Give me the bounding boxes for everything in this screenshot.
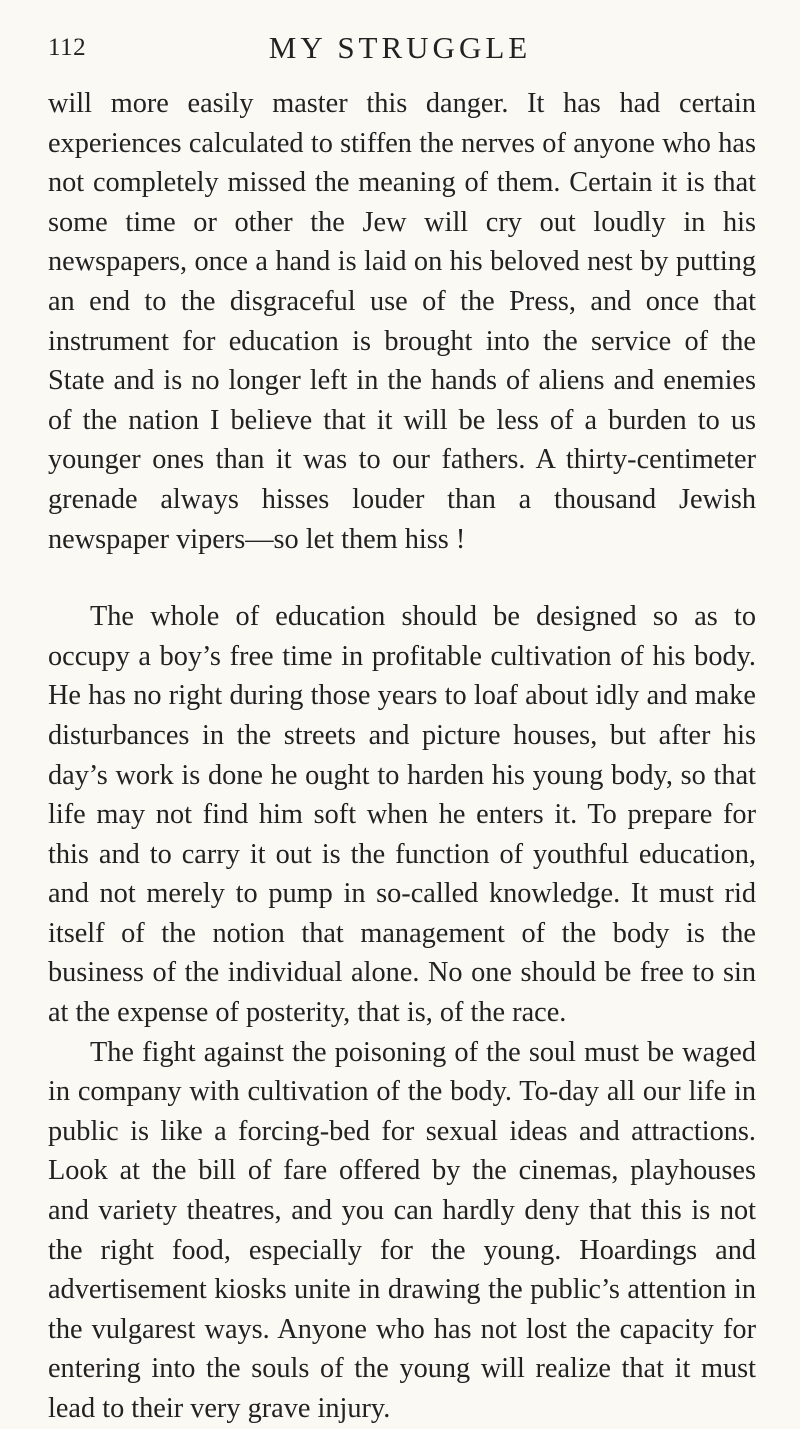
page-header bbox=[48, 28, 752, 68]
paragraph-1: will more easily master this danger. It has had certain experiences calculated to stiffen the nerves of anyone who has not completely missed the meaning of them. Certain it is that some time or other the Jew will cry out loudly in his newspapers, once a hand is laid on his beloved nest by putting an end to the disgraceful use of the Press, and once that instrument for education is brought into the service of the State and is no longer left in the hands of aliens and enemies of the nation I believe that it will be less of a burden to us younger ones than it was to our fathers. A thirty-centimeter grenade always hisses louder than a thousand Jewish newspaper vipers—so let them hiss ! bbox=[48, 88, 756, 555]
page-number: 112 bbox=[48, 34, 87, 61]
paragraph-gap bbox=[48, 559, 756, 597]
paragraph-2: The whole of education should be designed so as to occupy a boy’s free time in profitable cultivation of his body. He has no right during those years to loaf about idly and make disturbances in the streets and picture houses, but after his day’s work is done he ought to harden his young body, so that life may not find him soft when he enters it. To prepare for this and to carry it out is the function of youthful education, and not merely to pump in so-called knowledge. It must rid itself of the notion that management of the body is the business of the individual alone. No one should be free to sin at the expense of posterity, that is, of the race. bbox=[48, 601, 756, 1029]
paragraph-3: The fight against the poisoning of the soul must be waged in company with cultivation of the body. To-day all our life in public is like a forcing-bed for sexual ideas and attractions. Look at the bill of fare offered by the cinemas, playhouses and variety theatres, and you can hardly deny that this is not the right food, especially for the young. Hoardings and advertisement kiosks unite in drawing the public’s attention in the vulgarest ways. Anyone who has not lost the capacity for entering into the souls of the young will realize that it must lead to their very grave injury. bbox=[48, 1036, 756, 1424]
body-text bbox=[48, 84, 756, 1429]
running-title: MY STRUGGLE bbox=[268, 30, 532, 65]
